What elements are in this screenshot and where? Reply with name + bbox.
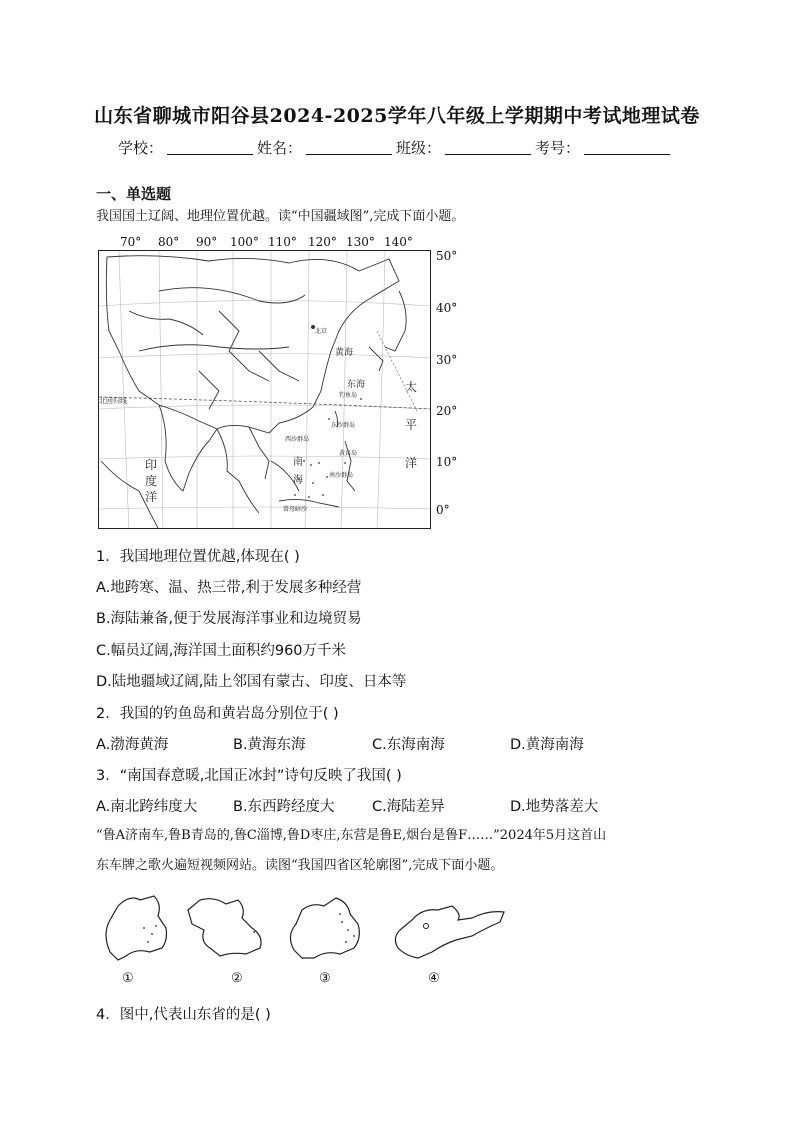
huanghai-label: 黄海 [335,348,354,358]
lat-label: 40° [436,301,458,315]
pacific-label-2: 平 [405,418,418,432]
beijing-label: 北京 [315,328,328,335]
question-3-stem: 3．“南国春意暖,北国正冰封”诗句反映了我国( ) [96,768,402,784]
lon-label: 90° [196,235,218,249]
indian-ocean-label-2: 度 [145,474,158,488]
q2-option-d[interactable]: D.黄海南海 [510,737,584,753]
lon-label: 110° [268,235,297,249]
q2-option-a[interactable]: A.渤海黄海 [96,737,169,753]
province-outline-4 [395,906,504,958]
diaoyu-label: 钓鱼岛 [339,392,358,399]
shape-label-4: ④ [428,971,440,986]
exam-number-label: 考号： [535,139,581,157]
lon-label: 100° [230,235,259,249]
q2-option-b[interactable]: B.黄海东海 [233,737,306,753]
huangyan-label: 黄岩岛 [339,450,358,457]
tropic-of-cancer-label: 北回归线 [99,397,127,405]
name-label: 姓名： [257,139,303,157]
province-outline-1 [106,896,167,960]
lat-label: 50° [436,249,458,263]
intro-text-2-line-1: “鲁A济南车,鲁B青岛的,鲁C淄博,鲁D枣庄,东营是鲁E,烟台是鲁F……”2024年5月这首山 [96,828,607,843]
page-title: 山东省聊城市阳谷县2024-2025学年八年级上学期期中考试地理试卷 [94,105,700,127]
xisha-label: 西沙群岛 [285,436,310,443]
nansha-label: 南沙群岛 [329,472,354,479]
question-2-stem: 2．我国的钓鱼岛和黄岩岛分别位于( ) [96,706,339,722]
q1-option-d[interactable]: D.陆地疆域辽阔,陆上邻国有蒙古、印度、日本等 [96,674,407,690]
lat-label: 0° [436,503,450,517]
lon-label: 120° [308,235,337,249]
lat-label: 20° [436,404,458,418]
q3-option-d[interactable]: D.地势落差大 [510,799,599,815]
class-label: 班级： [396,139,442,157]
q3-option-b[interactable]: B.东西跨经度大 [233,799,335,815]
section-title: 一、单选题 [96,185,172,203]
nanhai-label-1: 南 [293,457,303,468]
province-outlines [96,890,516,970]
shape-label-1: ① [122,971,134,986]
question-1-stem: 1．我国地理位置优越,体现在( ) [96,549,300,565]
lat-label: 10° [436,455,458,469]
student-info-row [118,137,674,158]
map-svg [99,251,431,529]
china-territory-map [98,250,431,529]
pacific-label-3: 洋 [405,456,418,470]
q3-option-a[interactable]: A.南北跨纬度大 [96,799,198,815]
q1-option-a[interactable]: A.地跨寒、温、热三带,利于发展多种经营 [96,580,362,596]
intro-text-1: 我国国土辽阔、地理位置优越。读“中国疆域图”,完成下面小题。 [96,209,465,224]
q2-option-c[interactable]: C.东海南海 [372,737,445,753]
q1-option-c[interactable]: C.幅员辽阔,海洋国土面积约960万千米 [96,643,347,659]
q3-option-c[interactable]: C.海陆差异 [372,799,445,815]
lon-label: 80° [158,235,180,249]
school-blank[interactable] [167,140,253,155]
zengmu-label: 曾母暗沙 [283,506,308,513]
shape-label-2: ② [231,971,243,986]
question-4-stem: 4．图中,代表山东省的是( ) [96,1007,271,1023]
name-blank[interactable] [306,140,392,155]
lon-label: 130° [346,235,375,249]
exam-number-blank[interactable] [584,140,670,155]
indian-ocean-label-1: 印 [145,458,158,472]
shape-label-3: ③ [319,971,331,986]
school-label: 学校： [118,139,164,157]
pacific-label-1: 太 [405,380,418,394]
indian-ocean-label-3: 洋 [145,490,158,504]
lat-label: 30° [436,353,458,367]
province-outline-3 [290,898,359,958]
dongsha-label: 东沙群岛 [331,422,356,429]
class-blank[interactable] [445,140,531,155]
lon-label: 70° [120,235,142,249]
q1-option-b[interactable]: B.海陆兼备,便于发展海洋事业和边境贸易 [96,611,362,627]
province-outline-2 [188,899,261,956]
nanhai-label-2: 海 [293,475,303,486]
lon-label: 140° [384,235,413,249]
intro-text-2-line-2: 东车牌之歌火遍短视频网站。读图“我国四省区轮廓图”,完成下面小题。 [96,858,504,873]
donghai-label: 东海 [347,380,366,390]
